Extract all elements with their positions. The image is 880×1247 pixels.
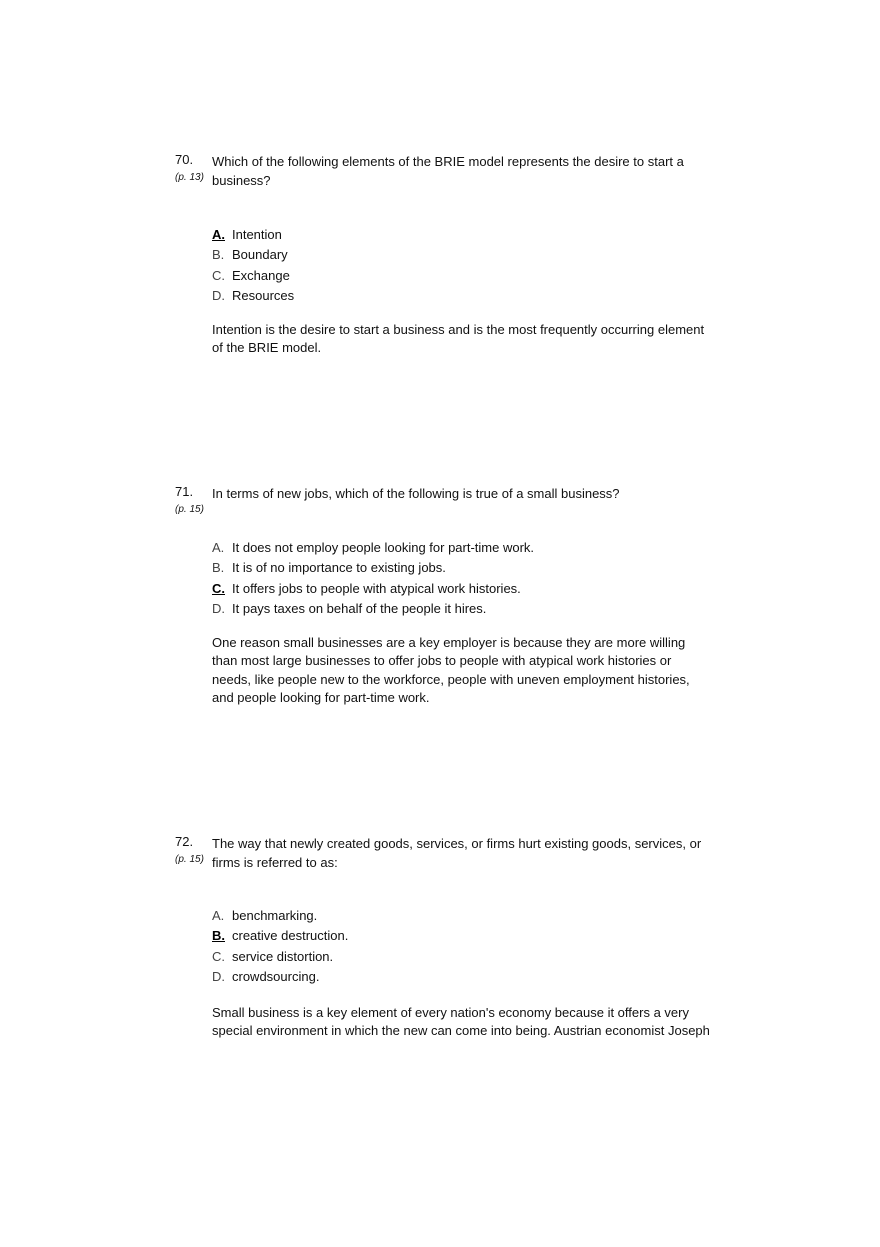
option-c xyxy=(212,947,348,967)
option-letter: B. xyxy=(212,560,225,576)
page-reference: (p. 13) xyxy=(175,172,204,183)
question-71 xyxy=(175,484,715,714)
option-a xyxy=(212,225,294,245)
question-number: 72. xyxy=(175,834,194,849)
explanation: Small business is a key element of every nation's economy because it offers a very special environment in which the new can come into being. Austrian economist Joseph xyxy=(212,1005,710,1039)
page-reference: (p. 15) xyxy=(175,504,204,515)
option-letter: B. xyxy=(212,247,225,263)
option-text: benchmarking. xyxy=(232,908,318,923)
option-text: Exchange xyxy=(232,267,290,283)
option-d xyxy=(212,286,294,306)
option-text: It offers jobs to people with atypical work histories. xyxy=(232,580,521,596)
option-d xyxy=(212,599,534,619)
option-letter: C. xyxy=(212,267,225,283)
option-letter-correct: C. xyxy=(212,580,225,596)
answer-options xyxy=(212,906,348,987)
question-70 xyxy=(175,152,715,362)
option-letter: A. xyxy=(212,540,225,555)
option-d xyxy=(212,967,348,987)
option-b xyxy=(212,245,294,265)
option-text: It pays taxes on behalf of the people it hires. xyxy=(232,600,487,616)
option-letter: D. xyxy=(212,287,225,303)
option-c xyxy=(212,266,294,286)
explanation: One reason small businesses are a key employer is because they are more willing than most large businesses to offer jobs to people with atypical work histories or needs, like people new to the workforce, people with uneven employment histories, and people looking for part-time work. xyxy=(212,635,690,705)
answer-options xyxy=(212,225,294,306)
option-a xyxy=(212,906,348,926)
page-reference: (p. 15) xyxy=(175,854,204,865)
option-c xyxy=(212,579,534,599)
option-text: It does not employ people looking for part-time work. xyxy=(232,540,535,555)
option-text: Intention xyxy=(232,227,282,242)
explanation: Intention is the desire to start a business and is the most frequently occurring element of the BRIE model. xyxy=(212,322,705,356)
option-letter: A. xyxy=(212,908,225,923)
option-letter: C. xyxy=(212,948,225,964)
option-text: Resources xyxy=(232,287,295,303)
question-text: The way that newly created goods, services, or firms hurt existing goods, services, or firms is referred to as: xyxy=(212,836,702,870)
option-text: Boundary xyxy=(232,247,288,263)
option-b xyxy=(212,558,534,578)
option-text: crowdsourcing. xyxy=(232,968,320,984)
question-text: Which of the following elements of the BRIE model represents the desire to start a business? xyxy=(212,154,684,188)
option-letter-correct: A. xyxy=(212,227,225,242)
option-text: service distortion. xyxy=(232,948,334,964)
option-letter: D. xyxy=(212,968,225,984)
option-b xyxy=(212,926,348,946)
answer-options xyxy=(212,538,534,619)
question-number: 70. xyxy=(175,152,194,167)
question-number: 71. xyxy=(175,484,194,499)
option-a xyxy=(212,538,534,558)
option-letter: D. xyxy=(212,600,225,616)
question-72 xyxy=(175,834,715,1044)
option-text: It is of no importance to existing jobs. xyxy=(232,560,446,576)
option-letter-correct: B. xyxy=(212,928,225,944)
question-text: In terms of new jobs, which of the following is true of a small business? xyxy=(212,486,620,501)
option-text: creative destruction. xyxy=(232,928,349,944)
